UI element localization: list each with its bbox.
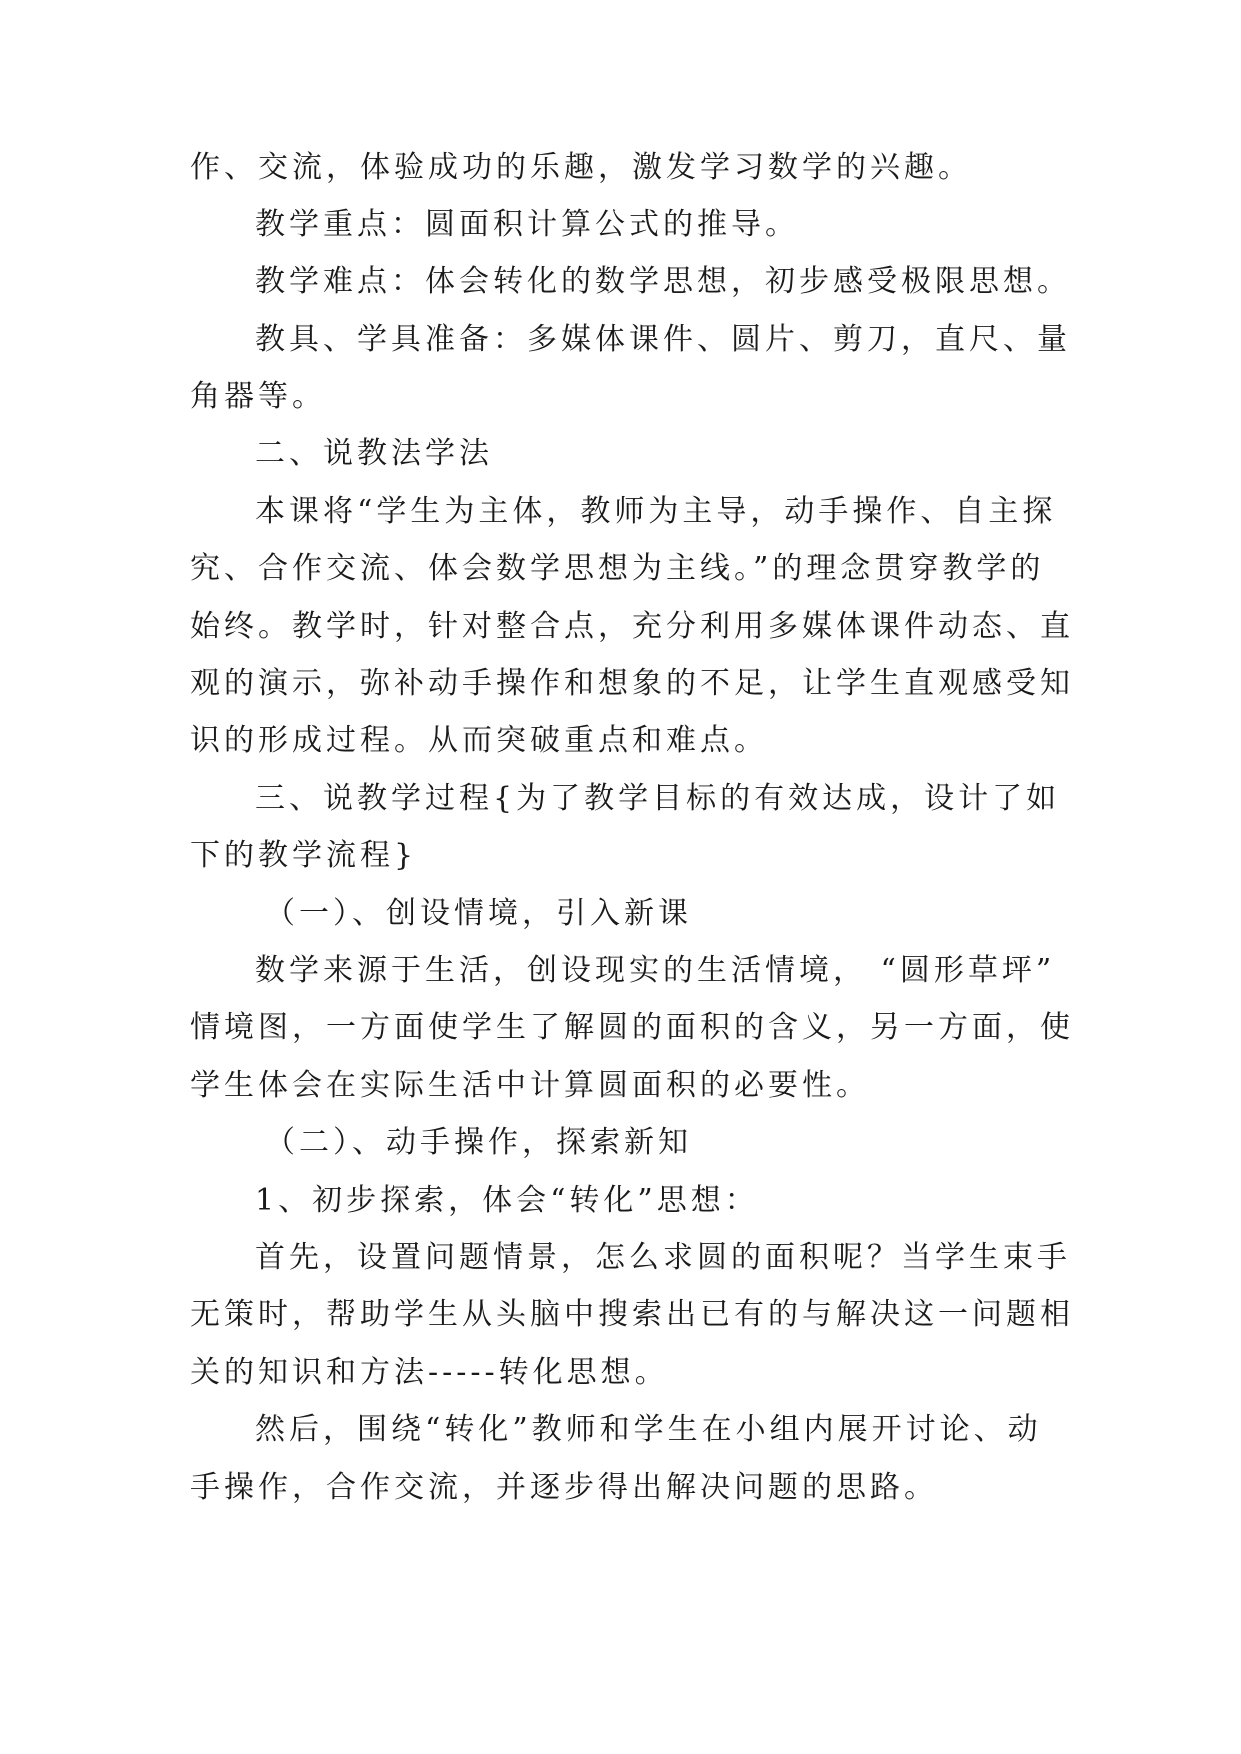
text-line: 作、交流，体验成功的乐趣，激发学习数学的兴趣。	[190, 150, 972, 185]
text-line: 究、合作交流、体会数学思想为主线。”的理念贯穿教学的	[190, 551, 1045, 586]
text-line: 手操作，合作交流，并逐步得出解决问题的思路。	[190, 1470, 938, 1505]
text-line: 识的形成过程。从而突破重点和难点。	[190, 723, 768, 758]
text-line: 教学难点：体会转化的数学思想，初步感受极限思想。	[255, 264, 1071, 299]
text-line: 角器等。	[190, 379, 326, 414]
text-line: 然后，围绕“转化”教师和学生在小组内展开讨论、动	[255, 1412, 1042, 1447]
text-line: 观的演示，弥补动手操作和想象的不足，让学生直观感受知	[190, 666, 1074, 701]
text-line: 无策时，帮助学生从头脑中搜索出已有的与解决这一问题相	[190, 1297, 1074, 1332]
subsection-heading: （一）、创设情境，引入新课	[265, 896, 692, 931]
text-line: 1、初步探索，体会“转化”思想：	[255, 1183, 759, 1218]
text-line: 下的教学流程}	[190, 838, 418, 873]
text-line: 教具、学具准备：多媒体课件、圆片、剪刀，直尺、量	[255, 322, 1071, 357]
text-line: 教学重点：圆面积计算公式的推导。	[255, 207, 799, 242]
text-line: 情境图，一方面使学生了解圆的面积的含义，另一方面，使	[190, 1010, 1074, 1045]
text-line: 始终。教学时，针对整合点，充分利用多媒体课件动态、直	[190, 609, 1074, 644]
text-line: 学生体会在实际生活中计算圆面积的必要性。	[190, 1068, 870, 1103]
text-line: 数学来源于生活，创设现实的生活情境， “圆形草坪”	[255, 953, 1056, 988]
subsection-heading: （二）、动手操作，探索新知	[265, 1125, 692, 1160]
text-line: 关的知识和方法-----转化思想。	[190, 1355, 669, 1390]
section-heading: 二、说教法学法	[255, 436, 493, 471]
text-line: 首先，设置问题情景，怎么求圆的面积呢？当学生束手	[255, 1240, 1071, 1275]
section-heading: 三、说教学过程{为了教学目标的有效达成，设计了如	[255, 781, 1061, 816]
text-line: 本课将“学生为主体，教师为主导，动手操作、自主探	[255, 494, 1057, 529]
